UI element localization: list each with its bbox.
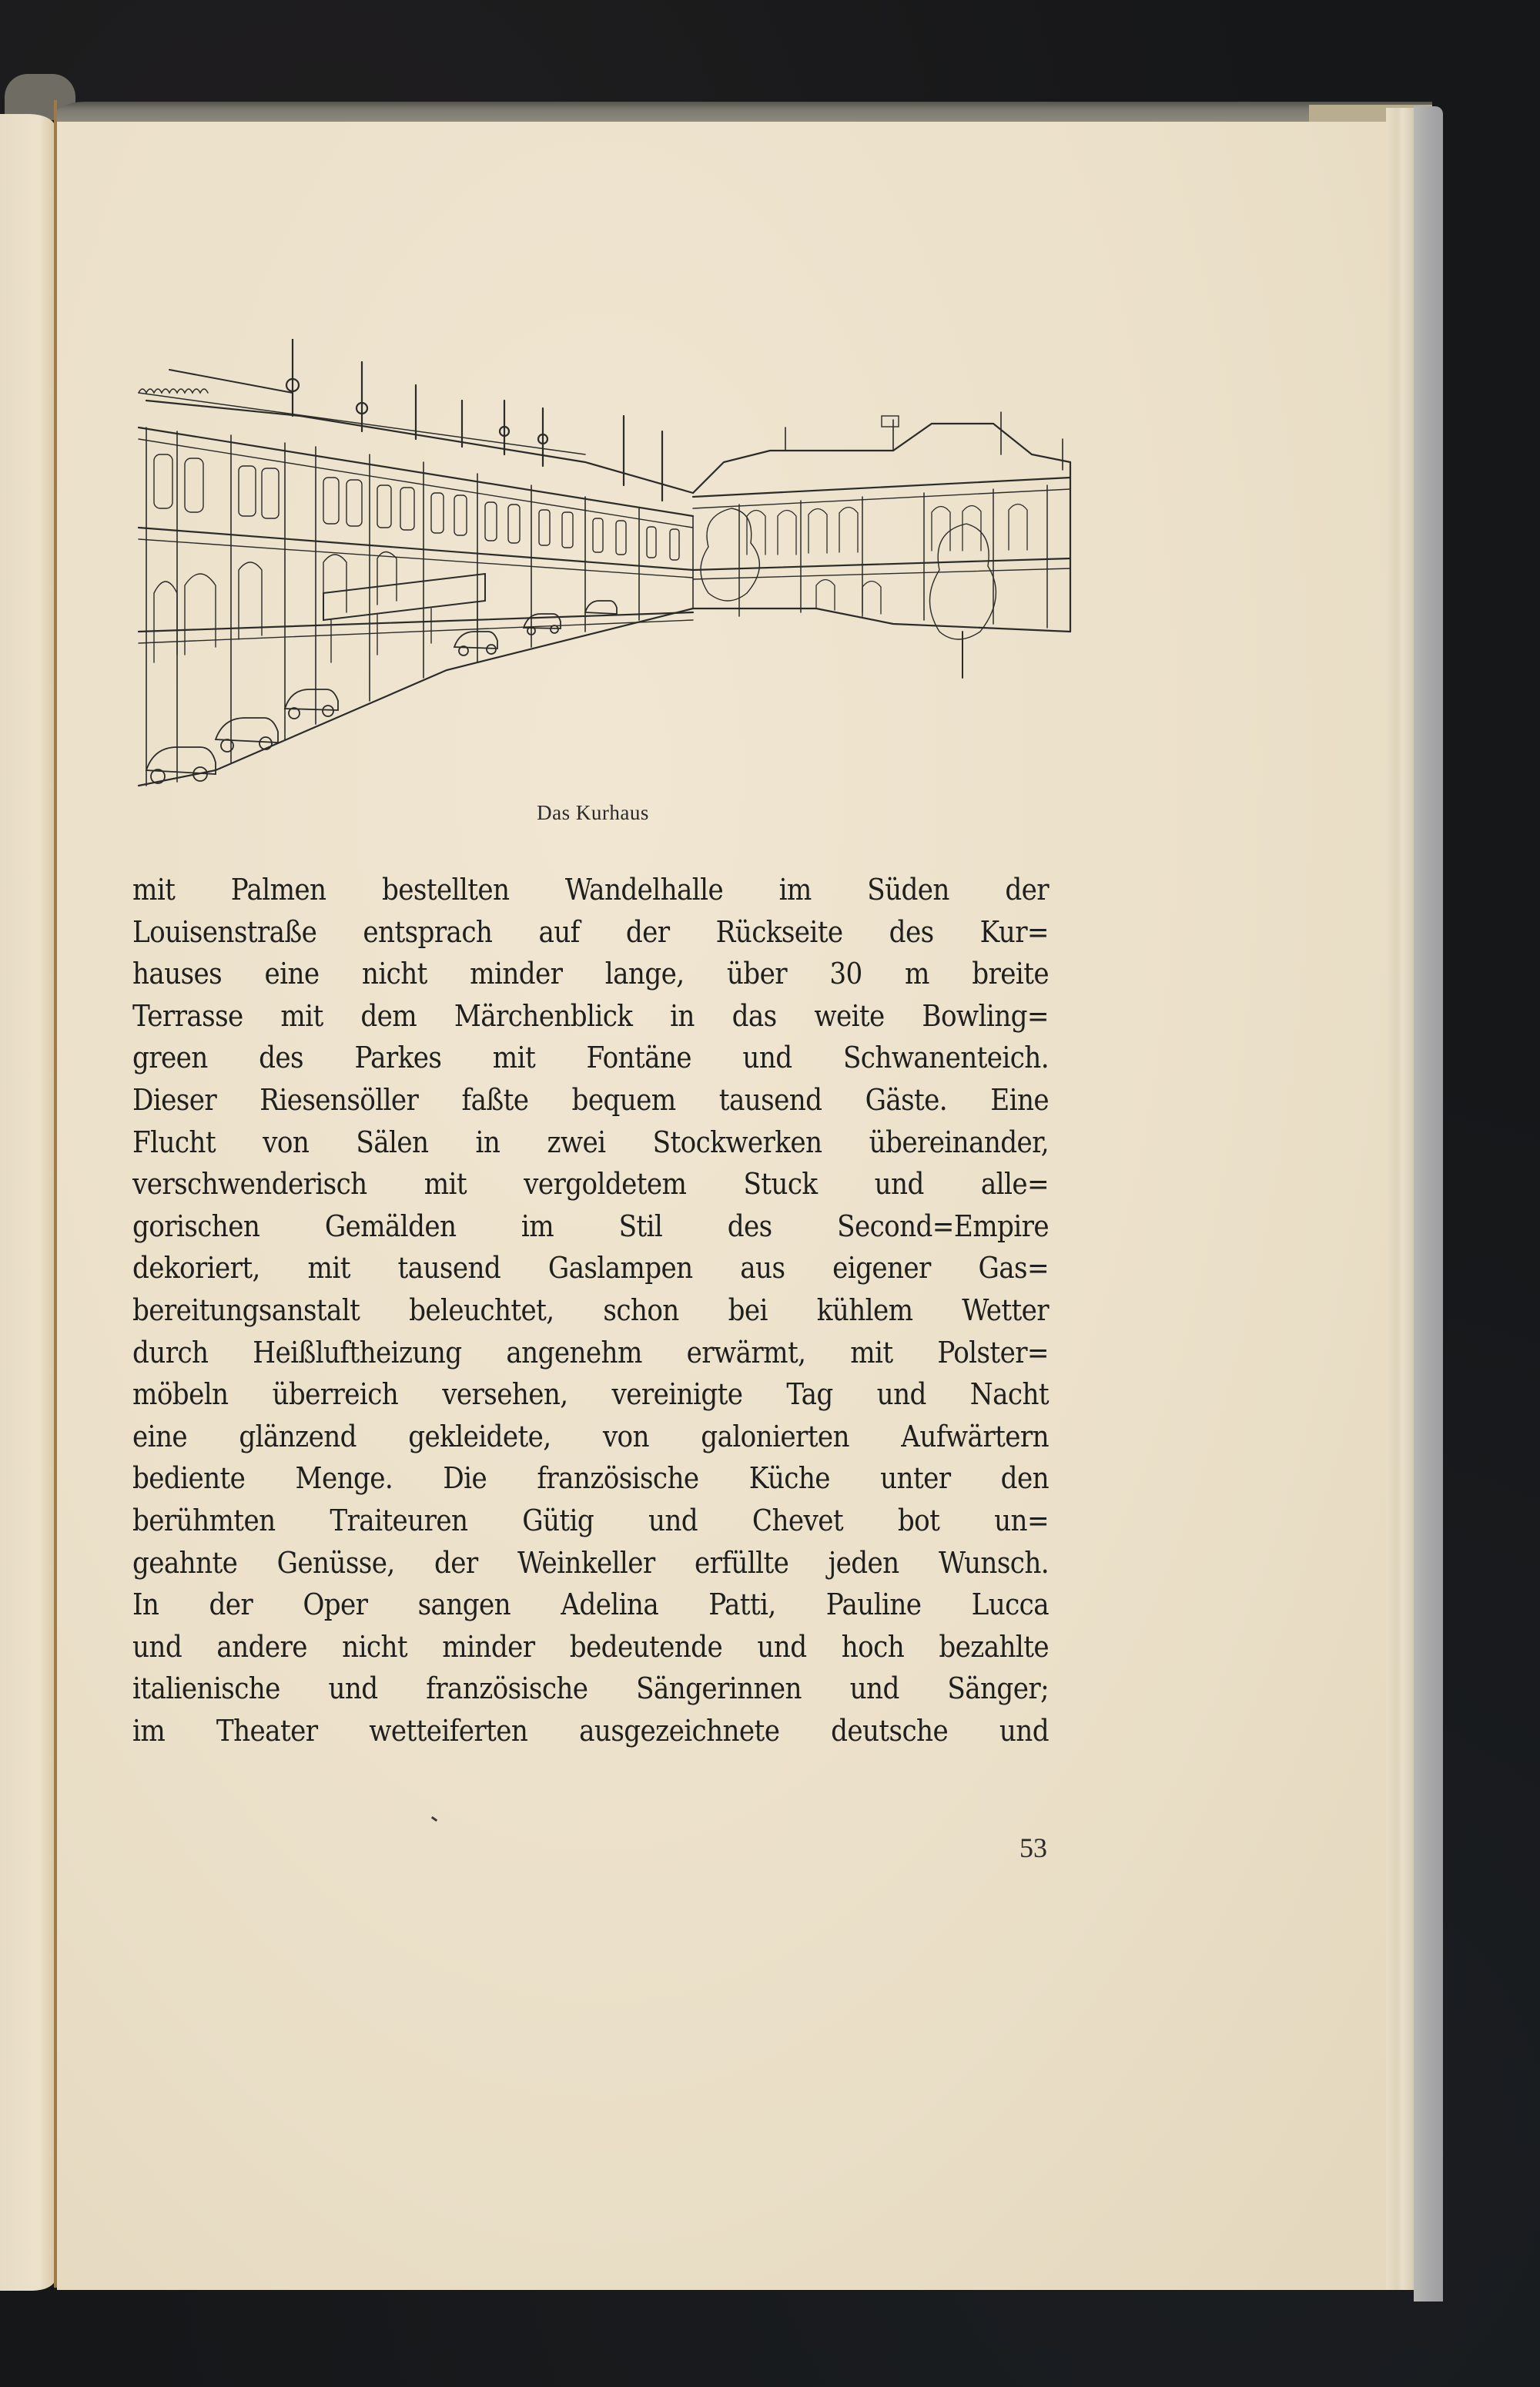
text-line: berühmten Traiteuren Gütig und Chevet bot un= <box>132 1503 1049 1537</box>
text-line: eine glänzend gekleidete, von galonierten Aufwärtern <box>132 1419 1049 1453</box>
text-line: Dieser Riesensöller faßte bequem tausend Gäste. Eine <box>132 1082 1049 1117</box>
page-top-edge <box>54 102 1432 122</box>
figure-caption: Das Kurhaus <box>537 801 649 824</box>
text-line: In der Oper sangen Adelina Patti, Pauline Lucca <box>132 1587 1049 1622</box>
text-line: hauses eine nicht minder lange, über 30 m breite <box>132 957 1049 991</box>
building-illustration-icon <box>123 339 1078 801</box>
left-page-edge <box>0 114 55 2291</box>
text-line: im Theater wetteiferten ausgezeichnete deutsche und <box>132 1713 1049 1748</box>
text-line: geahnte Genüsse, der Weinkeller erfüllte jeden Wunsch. <box>132 1545 1049 1580</box>
text-line: Terrasse mit dem Märchenblick in das weite Bowling= <box>132 998 1049 1033</box>
text-line: bediente Menge. Die französische Küche unter den <box>132 1461 1049 1496</box>
text-line: Louisenstraße entsprach auf der Rückseite des Kur= <box>132 914 1049 949</box>
page-fore-edge <box>1386 108 1414 2290</box>
text-line: bereitungsanstalt beleuchtet, schon bei kühlem Wetter <box>132 1292 1049 1327</box>
kurhaus-illustration <box>123 339 1078 801</box>
body-text <box>132 869 1049 1752</box>
text-line: durch Heißluftheizung angenehm erwärmt, mit Polster= <box>132 1335 1049 1370</box>
text-line: Flucht von Sälen in zwei Stockwerken übereinander, <box>132 1125 1049 1159</box>
text-line: italienische und französische Sängerinnen und Sänger; <box>132 1671 1049 1706</box>
book-cover-edge <box>1414 106 1443 2302</box>
text-line: und andere nicht minder bedeutende und hoch bezahlte <box>132 1629 1049 1664</box>
text-line: green des Parkes mit Fontäne und Schwanenteich. <box>132 1041 1049 1075</box>
text-line: gorischen Gemälden im Stil des Second=Empire <box>132 1209 1049 1243</box>
book-gutter <box>54 100 57 2288</box>
text-line: möbeln überreich versehen, vereinigte Tag und Nacht <box>132 1377 1049 1412</box>
page-number: 53 <box>1019 1832 1047 1863</box>
text-line: verschwenderisch mit vergoldetem Stuck und alle= <box>132 1167 1049 1202</box>
text-line: dekoriert, mit tausend Gaslampen aus eigener Gas= <box>132 1251 1049 1286</box>
text-line: mit Palmen bestellten Wandelhalle im Süden der <box>132 873 1049 907</box>
